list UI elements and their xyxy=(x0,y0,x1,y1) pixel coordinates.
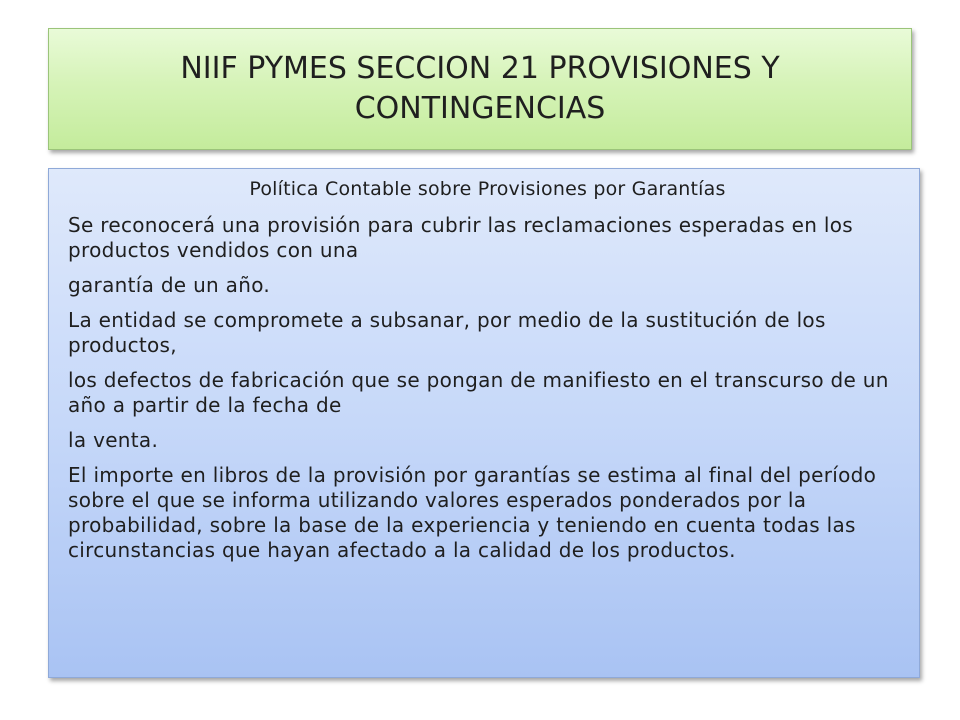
paragraph-5: la venta. xyxy=(68,428,159,452)
content-box xyxy=(48,168,920,678)
paragraph-4: los defectos de fabricación que se pongan de manifiesto en el transcurso de un año a partir de la fecha de xyxy=(68,368,889,417)
slide-title: NIIF PYMES SECCION 21 PROVISIONES Y CONTINGENCIAS xyxy=(180,51,780,126)
title-box xyxy=(48,28,912,150)
paragraph-1: Se reconocerá una provisión para cubrir las reclamaciones esperadas en los productos vendidos con una xyxy=(68,213,854,262)
paragraph-6: El importe en libros de la provisión por garantías se estima al final del período sobre el que se informa utilizando valores esperados ponderados por la probabilidad, sobre la base de la experiencia y teniendo en cuenta todas las circunstancias que hayan afectado a la calidad de los productos. xyxy=(68,463,877,562)
paragraph-2: garantía de un año. xyxy=(68,273,271,297)
paragraph-3: La entidad se compromete a subsanar, por medio de la sustitución de los productos, xyxy=(68,308,826,357)
policy-heading: Política Contable sobre Provisiones por Garantías xyxy=(249,178,726,200)
